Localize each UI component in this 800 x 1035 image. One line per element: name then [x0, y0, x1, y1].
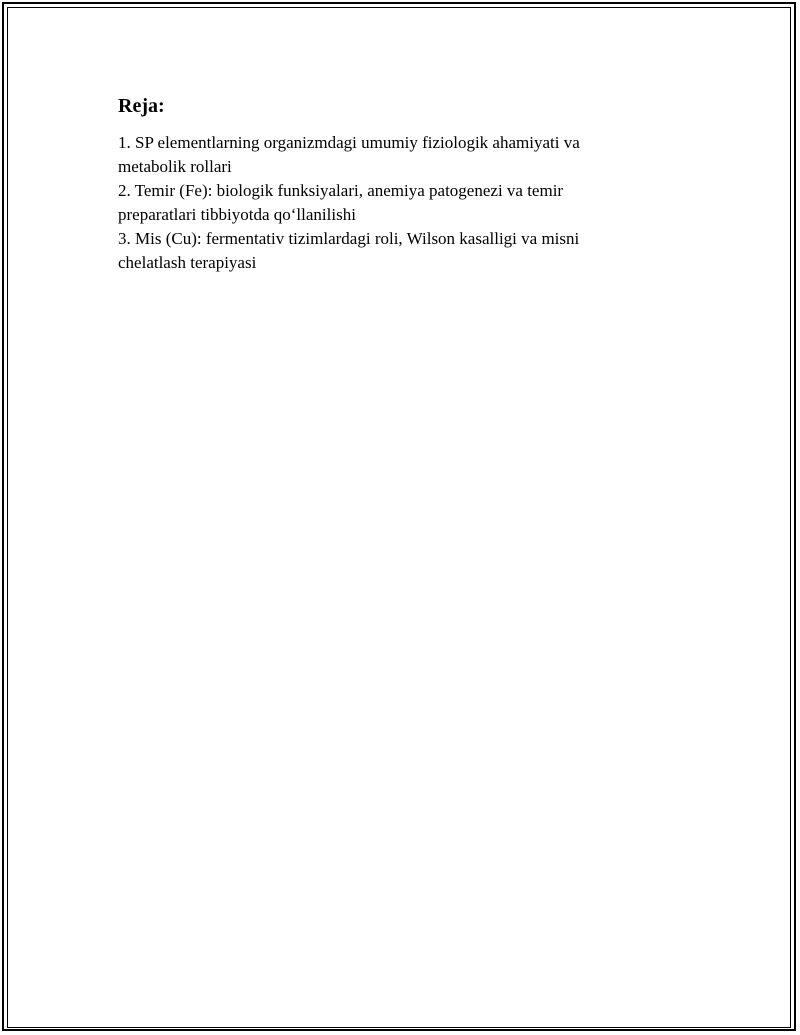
page-content — [118, 93, 638, 275]
plan-item-2: 2. Temir (Fe): biologik funksiyalari, anemiya patogenezi va temir preparatlari tibbiyotda qo‘llanilishi — [118, 181, 564, 224]
plan-heading: Reja: — [118, 95, 165, 117]
plan-item-1: 1. SP elementlarning organizmdagi umumiy fiziologik ahamiyati va metabolik rollari — [118, 133, 580, 176]
plan-item-3: 3. Mis (Cu): fermentativ tizimlardagi roli, Wilson kasalligi va misni chelatlash terapiyasi — [118, 229, 580, 272]
plan-list — [118, 131, 638, 275]
